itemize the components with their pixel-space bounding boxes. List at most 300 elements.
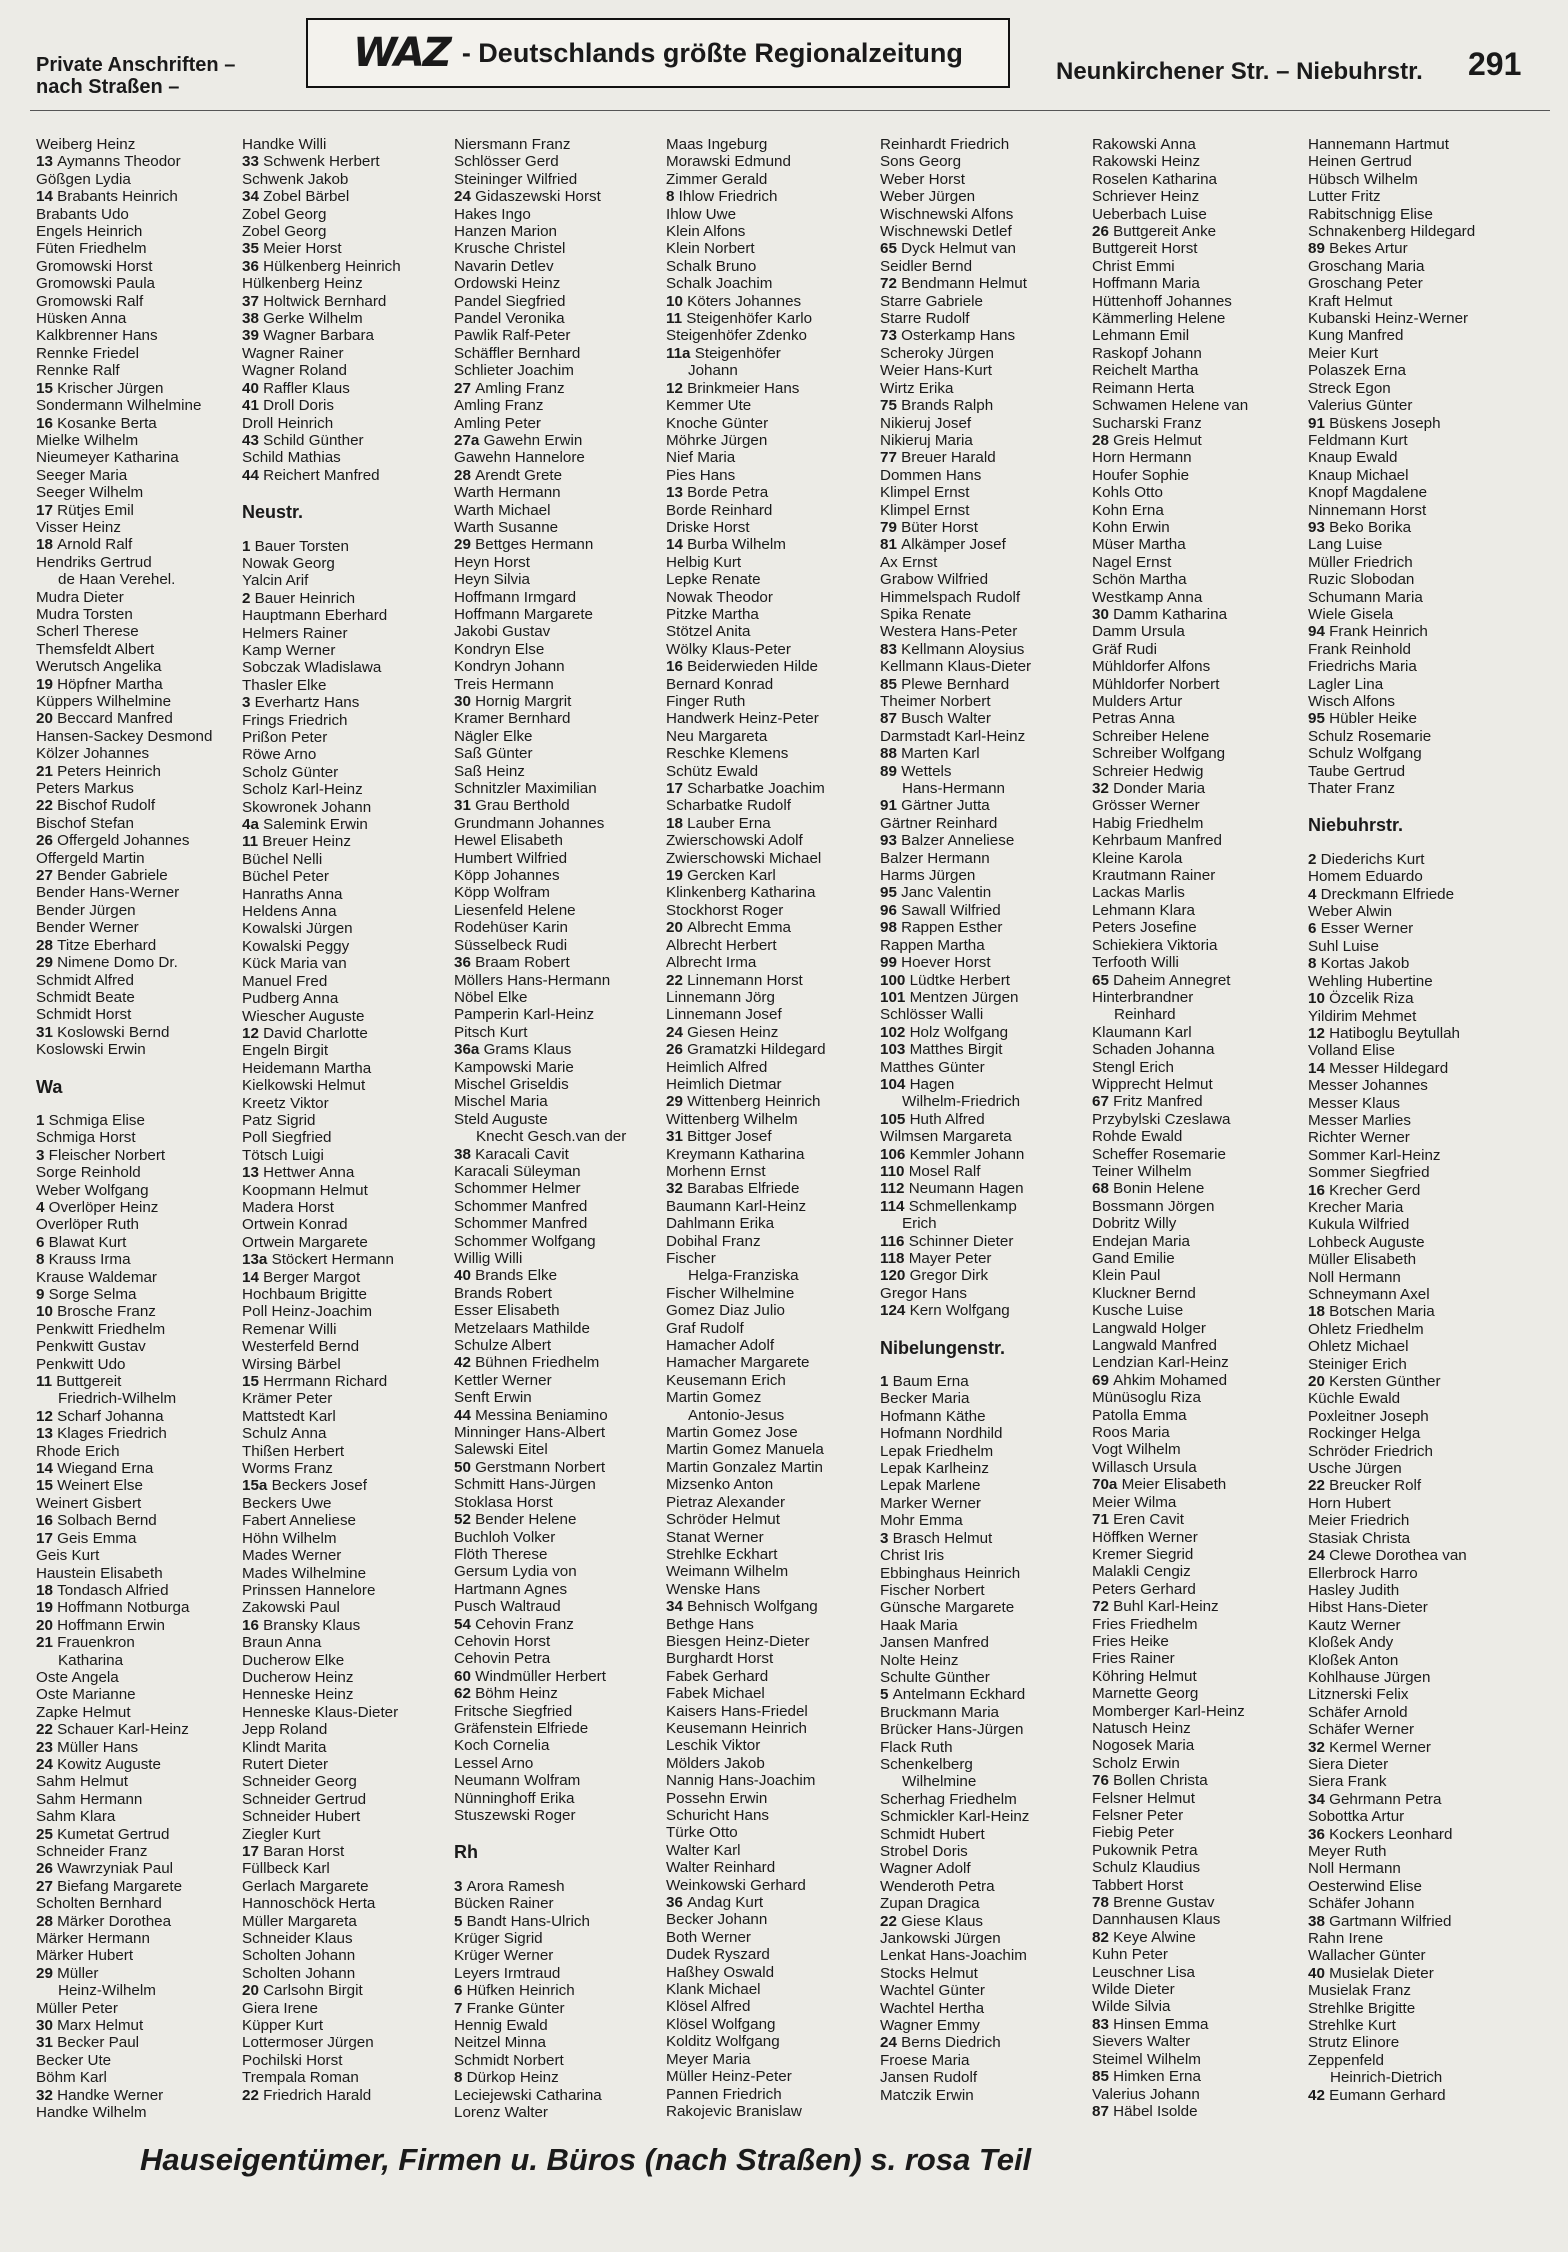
directory-entry: 17 Geis Emma — [36, 1529, 137, 1547]
directory-entry-continued: Friedrich-Wilhelm — [58, 1390, 177, 1408]
house-number: 98 — [880, 919, 902, 937]
house-number: 79 — [880, 518, 902, 536]
directory-entry: Keusemann Erich — [666, 1371, 786, 1389]
directory-entry: Gräfenstein Elfriede — [454, 1719, 589, 1737]
directory-entry: Felsner Helmut — [1092, 1789, 1195, 1807]
directory-entry: 95 Janc Valentin — [880, 884, 992, 902]
house-number: 24 — [454, 188, 476, 206]
house-number: 95 — [880, 884, 902, 902]
directory-entry: Nolte Heinz — [880, 1651, 959, 1669]
directory-entry: 1 Baum Erna — [880, 1373, 969, 1391]
directory-entry: Wilde Silvia — [1092, 1998, 1171, 2016]
directory-entry: Lepak Karlheinz — [880, 1460, 989, 1478]
directory-entry: Kamp Werner — [242, 641, 336, 659]
house-number: 7 — [454, 1999, 467, 2017]
directory-entry: Nogosek Maria — [1092, 1737, 1195, 1755]
directory-entry: 20 Carlsohn Birgit — [242, 1982, 363, 2000]
directory-entry: Humbert Wilfried — [454, 849, 568, 867]
directory-entry-continued: Antonio-Jesus — [688, 1406, 785, 1424]
directory-entry: Weiberg Heinz — [36, 136, 136, 153]
directory-entry: 60 Windmüller Herbert — [454, 1667, 606, 1685]
house-number: 20 — [242, 1982, 264, 2000]
directory-entry: Bischof Stefan — [36, 814, 134, 832]
directory-entry: Matczik Erwin — [880, 2086, 974, 2104]
house-number: 93 — [1308, 518, 1330, 536]
directory-entry: Pawlik Ralf-Peter — [454, 327, 571, 345]
directory-entry: 23 Müller Hans — [36, 1738, 139, 1756]
directory-entry: Reschke Klemens — [666, 745, 789, 763]
directory-entry: 8 Krauss Irma — [36, 1251, 131, 1269]
directory-entry: 98 Rappen Esther — [880, 919, 1003, 937]
directory-entry: Haustein Elisabeth — [36, 1564, 163, 1582]
directory-entry: 93 Beko Borika — [1308, 518, 1412, 536]
directory-entry: Hoffmann Maria — [1092, 275, 1200, 293]
house-number: 20 — [36, 1616, 58, 1634]
directory-entry: Gregor Hans — [880, 1284, 967, 1302]
house-number: 102 — [880, 1023, 910, 1041]
directory-entry: Weber Alwin — [1308, 903, 1393, 921]
house-number: 14 — [242, 1268, 264, 1286]
directory-entry: 21 Frauenkron — [36, 1634, 135, 1652]
directory-entry: 96 Sawall Wilfried — [880, 901, 1001, 919]
directory-entry: Wagner Emmy — [880, 2017, 980, 2035]
directory-entry: 72 Buhl Karl-Heinz — [1092, 1598, 1219, 1616]
house-number: 70a — [1092, 1476, 1122, 1494]
directory-entry: 24 Clewe Dorothea van — [1308, 1547, 1467, 1565]
directory-entry: Skowronek Johann — [242, 798, 372, 816]
directory-entry: Scherl Therese — [36, 623, 139, 641]
directory-entry: Wischnewski Detlef — [880, 223, 1012, 241]
directory-entry: Treis Hermann — [454, 675, 554, 693]
house-number: 36 — [242, 257, 264, 275]
directory-entry: Albrecht Herbert — [666, 936, 777, 954]
house-number: 16 — [36, 414, 58, 432]
street-heading: Niebuhrstr. — [1308, 815, 1404, 836]
house-number: 42 — [454, 1354, 476, 1372]
directory-entry: 103 Matthes Birgit — [880, 1041, 1003, 1059]
directory-entry: Fabek Gerhard — [666, 1667, 769, 1685]
directory-entry: 17 Scharbatke Joachim — [666, 780, 825, 798]
street-heading: Nibelungenstr. — [880, 1337, 1006, 1358]
directory-entry: 89 Bekes Artur — [1308, 240, 1408, 258]
directory-entry: Geis Kurt — [36, 1547, 100, 1565]
directory-entry: Homem Eduardo — [1308, 868, 1423, 886]
house-number: 29 — [36, 954, 58, 972]
house-number: 30 — [454, 693, 476, 710]
house-number: 82 — [1092, 1928, 1114, 1946]
directory-entry: Thater Franz — [1308, 780, 1395, 798]
directory-entry: 11 Breuer Heinz — [242, 833, 351, 851]
directory-entry: Schlieter Joachim — [454, 362, 574, 380]
directory-entry: Volland Elise — [1308, 1042, 1395, 1060]
directory-entry: Kremer Siegrid — [1092, 1545, 1194, 1563]
directory-entry: Steld Auguste — [454, 1110, 548, 1128]
directory-entry: 44 Messina Beniamino — [454, 1406, 608, 1424]
house-number: 18 — [666, 814, 688, 832]
directory-entry: 110 Mosel Ralf — [880, 1162, 981, 1180]
house-number: 22 — [666, 971, 688, 989]
directory-entry: Werutsch Angelika — [36, 658, 162, 676]
directory-entry: Habig Friedhelm — [1092, 814, 1204, 832]
directory-entry: 104 Hagen — [880, 1075, 955, 1093]
directory-entry: Possehn Erwin — [666, 1789, 768, 1807]
directory-entry: 40 Raffler Klaus — [242, 379, 350, 397]
house-number: 91 — [880, 797, 902, 815]
house-number: 22 — [1308, 1477, 1330, 1495]
directory-entry: Hülkenberg Heinz — [242, 275, 363, 293]
directory-entry: Groschang Maria — [1308, 257, 1425, 275]
house-number: 35 — [242, 240, 264, 258]
directory-entry: 37 Holtwick Bernhard — [242, 292, 387, 310]
banner-slogan: - Deutschlands größte Regionalzeitung — [461, 37, 963, 68]
house-number: 3 — [880, 1529, 893, 1547]
directory-entry: Niersmann Franz — [454, 136, 571, 153]
directory-entry: Biesgen Heinz-Dieter — [666, 1632, 810, 1650]
directory-entry: Finger Ruth — [666, 693, 746, 710]
directory-entry: 99 Hoever Horst — [880, 954, 991, 972]
directory-entry: 75 Brands Ralph — [880, 397, 994, 415]
house-number: 26 — [36, 1860, 58, 1878]
house-number: 67 — [1092, 1093, 1114, 1111]
directory-entry: Noll Hermann — [1308, 1268, 1401, 1286]
directory-entry: Rohde Ewald — [1092, 1128, 1183, 1146]
directory-entry: Pitsch Kurt — [454, 1023, 528, 1041]
directory-entry: Meyer Ruth — [1308, 1843, 1387, 1860]
house-number: 60 — [454, 1667, 476, 1685]
house-number: 29 — [454, 536, 476, 554]
directory-entry: 8 Ihlow Friedrich — [666, 188, 778, 206]
house-number: 31 — [666, 1128, 688, 1146]
directory-entry: 28 Greis Helmut — [1092, 431, 1202, 449]
directory-entry: 54 Cehovin Franz — [454, 1615, 574, 1633]
house-number: 38 — [454, 1145, 476, 1163]
directory-entry: Krusche Christel — [454, 240, 566, 258]
house-number: 14 — [36, 1460, 58, 1478]
directory-entry: 20 Albrecht Emma — [666, 919, 791, 937]
directory-entry: Siera Frank — [1308, 1773, 1387, 1791]
directory-entry: Roos Maria — [1092, 1424, 1170, 1442]
directory-entry: Musielak Franz — [1308, 1982, 1411, 2000]
directory-entry: 95 Hübler Heike — [1308, 710, 1417, 728]
directory-entry: Meier Wilma — [1092, 1493, 1177, 1511]
directory-entry: Sucharski Franz — [1092, 414, 1202, 432]
directory-entry: Ueberbach Luise — [1092, 205, 1207, 223]
house-number: 8 — [36, 1251, 49, 1269]
directory-entry: 44 Reichert Manfred — [242, 466, 380, 484]
directory-entry: Gromowski Ralf — [36, 292, 144, 310]
directory-entry: 29 Wittenberg Heinrich — [666, 1093, 821, 1111]
directory-entry: Flack Ruth — [880, 1738, 953, 1756]
directory-entry: 14 Messer Hildegard — [1308, 1059, 1449, 1077]
directory-entry: 28 Titze Eberhard — [36, 936, 157, 954]
directory-entry: Klimpel Ernst — [880, 484, 970, 502]
directory-entry: 81 Alkämper Josef — [880, 536, 1006, 554]
directory-entry: Hofmann Käthe — [880, 1407, 986, 1425]
directory-entry: 30 Hornig Margrit — [454, 693, 572, 710]
house-number: 94 — [1308, 623, 1330, 641]
house-number: 99 — [880, 954, 902, 972]
house-number: 31 — [36, 1023, 58, 1041]
directory-entry: Heidemann Martha — [242, 1059, 372, 1077]
directory-entry: Rahn Irene — [1308, 1930, 1384, 1948]
directory-entry: Kung Manfred — [1308, 327, 1404, 345]
house-number: 95 — [1308, 710, 1330, 728]
house-number: 100 — [880, 971, 910, 989]
directory-entry: Hansen-Sackey Desmond — [36, 727, 213, 745]
directory-entry: 19 Gercken Karl — [666, 867, 776, 885]
directory-entry: Schmidt Norbert — [454, 2051, 564, 2069]
directory-entry: Willig Willi — [454, 1250, 523, 1267]
directory-entry: Scholten Johann — [242, 1947, 356, 1965]
directory-entry: Schommer Helmer — [454, 1180, 581, 1198]
directory-entry: Saß Heinz — [454, 762, 525, 780]
directory-entry: Manuel Fred — [242, 972, 328, 990]
directory-entry: 17 Rütjes Emil — [36, 501, 134, 519]
directory-entry: Schütz Ewald — [666, 762, 759, 780]
directory-entry: 102 Holz Wolfgang — [880, 1023, 1009, 1041]
directory-entry: Zimmer Gerald — [666, 170, 768, 188]
house-number: 30 — [1092, 605, 1114, 623]
directory-entry: Brabants Udo — [36, 205, 129, 223]
directory-entry: 116 Schinner Dieter — [880, 1232, 1014, 1250]
directory-entry: Rabitschnigg Elise — [1308, 205, 1433, 223]
directory-entry: 79 Büter Horst — [880, 518, 978, 536]
directory-entry-continued: Johann — [688, 362, 738, 380]
house-number: 29 — [666, 1093, 688, 1111]
directory-entry: Beckers Uwe — [242, 1494, 332, 1512]
directory-entry: Meier Kurt — [1308, 344, 1379, 362]
directory-entry: Zakowski Paul — [242, 1599, 340, 1617]
directory-entry: Steiniger Erich — [1308, 1355, 1407, 1373]
directory-entry: Steininger Wilfried — [454, 170, 578, 188]
house-number: 12 — [242, 1024, 264, 1042]
directory-entry: Wischnewski Alfons — [880, 205, 1014, 223]
directory-entry: Schneider Klaus — [242, 1930, 353, 1948]
directory-entry: 36 Braam Robert — [454, 954, 570, 972]
directory-entry: Sobczak Wladislawa — [242, 659, 382, 677]
directory-entry: Helmers Rainer — [242, 624, 348, 642]
directory-entry: 4 Dreckmann Elfriede — [1308, 885, 1455, 903]
directory-entry: Senft Erwin — [454, 1389, 532, 1407]
directory-entry: Krecher Maria — [1308, 1198, 1404, 1216]
directory-entry: Pamperin Karl-Heinz — [454, 1006, 595, 1024]
directory-entry: 16 Bransky Klaus — [242, 1616, 361, 1634]
directory-entry: Harms Jürgen — [880, 867, 976, 885]
directory-entry: Wölky Klaus-Peter — [666, 640, 791, 658]
directory-entry: Münüsoglu Riza — [1092, 1389, 1201, 1407]
directory-entry: Schäfer Werner — [1308, 1721, 1415, 1739]
directory-entry: 7 Franke Günter — [454, 1999, 565, 2017]
directory-entry: Lorenz Walter — [454, 2104, 548, 2122]
directory-entry: Haßhey Oswald — [666, 1963, 775, 1981]
house-number: 16 — [666, 658, 688, 676]
directory-entry: Neitzel Minna — [454, 2034, 547, 2052]
directory-entry: Kleine Karola — [1092, 849, 1183, 867]
directory-entry: Schön Martha — [1092, 571, 1187, 589]
directory-entry: Froese Maria — [880, 2051, 970, 2069]
house-number: 2 — [1308, 850, 1321, 868]
house-number: 11 — [242, 833, 263, 851]
house-number: 36 — [666, 1894, 688, 1912]
directory-entry: Krämer Peter — [242, 1390, 333, 1408]
directory-entry: Scholz Erwin — [1092, 1754, 1180, 1772]
directory-entry: Ortwein Margarete — [242, 1233, 368, 1251]
directory-entry: Knaup Michael — [1308, 466, 1409, 484]
directory-entry: Kohn Erwin — [1092, 518, 1170, 536]
directory-entry: Westkamp Anna — [1092, 588, 1203, 606]
directory-entry: 26 Wawrzyniak Paul — [36, 1860, 174, 1878]
directory-entry: Leyers Irmtraud — [454, 1964, 561, 1982]
directory-entry: Leciejewski Catharina — [454, 2086, 602, 2104]
house-number: 14 — [1308, 1059, 1330, 1077]
directory-entry: Klösel Alfred — [666, 1998, 751, 2016]
directory-entry: Rakowski Heinz — [1092, 153, 1201, 171]
directory-entry: Schulze Albert — [454, 1337, 552, 1355]
directory-entry: Schulte Günther — [880, 1668, 990, 1686]
house-number: 78 — [1092, 1894, 1114, 1912]
directory-entry: Polaszek Erna — [1308, 362, 1406, 380]
house-number: 83 — [1092, 2015, 1114, 2033]
house-number: 13 — [666, 484, 688, 502]
directory-entry: Wittenberg Wilhelm — [666, 1110, 798, 1128]
house-number: 118 — [880, 1250, 909, 1267]
directory-entry: 13 Aymanns Theodor — [36, 153, 181, 171]
directory-entry: Schulz Anna — [242, 1425, 327, 1443]
directory-entry: Lepke Renate — [666, 571, 761, 589]
house-number: 72 — [880, 275, 902, 293]
directory-entry: 52 Bender Helene — [454, 1511, 577, 1529]
directory-entry: Knopf Magdalene — [1308, 484, 1428, 502]
directory-entry: Bethge Hans — [666, 1615, 754, 1633]
directory-entry: Kautz Werner — [1308, 1616, 1401, 1634]
directory-entry: 38 Gartmann Wilfried — [1308, 1912, 1452, 1930]
directory-entry: Wallacher Günter — [1308, 1947, 1426, 1965]
newspaper-banner — [306, 18, 1010, 88]
directory-entry: Günsche Margarete — [880, 1599, 1015, 1617]
directory-entry: 101 Mentzen Jürgen — [880, 988, 1019, 1006]
directory-entry: Taube Gertrud — [1308, 762, 1406, 780]
house-number: 106 — [880, 1145, 910, 1163]
directory-entry: Hochbaum Brigitte — [242, 1286, 367, 1303]
directory-entry: Neumann Wolfram — [454, 1772, 581, 1790]
directory-entry: Navarin Detlev — [454, 257, 554, 275]
directory-entry: Prinssen Hannelore — [242, 1581, 376, 1599]
directory-entry: Heldens Anna — [242, 903, 337, 921]
directory-entry: 105 Huth Alfred — [880, 1110, 985, 1128]
directory-entry: 2 Bauer Heinrich — [242, 589, 356, 607]
house-number: 52 — [454, 1511, 476, 1529]
directory-entry: Hewel Elisabeth — [454, 832, 563, 850]
house-number: 18 — [36, 1581, 58, 1599]
directory-entry: Koopmann Helmut — [242, 1181, 368, 1199]
directory-entry: Ihlow Uwe — [666, 205, 737, 223]
directory-entry: 65 Daheim Annegret — [1092, 971, 1231, 989]
directory-entry: Kreymann Katharina — [666, 1145, 805, 1163]
directory-entry: 38 Gerke Wilhelm — [242, 310, 363, 328]
directory-entry: Nannig Hans-Joachim — [666, 1772, 816, 1790]
directory-entry: Knaup Ewald — [1308, 449, 1398, 467]
directory-entry: Hamacher Adolf — [666, 1337, 775, 1355]
directory-entry: Knoche Günter — [666, 414, 769, 432]
directory-entry: Klaumann Karl — [1092, 1023, 1192, 1041]
directory-entry: Höhn Wilhelm — [242, 1529, 337, 1547]
directory-entry: Terfooth Willi — [1092, 954, 1179, 972]
directory-entry: Engels Heinrich — [36, 223, 143, 241]
directory-entry: Schneider Franz — [36, 1843, 148, 1860]
directory-entry: Flöth Therese — [454, 1545, 548, 1563]
directory-entry: Yildirim Mehmet — [1308, 1007, 1417, 1025]
house-number: 40 — [454, 1267, 476, 1285]
directory-entry: 24 Kowitz Auguste — [36, 1755, 161, 1773]
house-number: 12 — [666, 379, 688, 397]
directory-entry: Frings Friedrich — [242, 711, 348, 729]
page-number: 291 — [1468, 46, 1522, 82]
house-number: 39 — [242, 327, 264, 345]
directory-entry: 15 Krischer Jürgen — [36, 379, 164, 397]
directory-entry: 9 Sorge Selma — [36, 1286, 137, 1303]
directory-entry: 17 Baran Horst — [242, 1843, 345, 1860]
directory-entry: Zeppenfeld — [1308, 2051, 1384, 2069]
directory-entry: Schneymann Axel — [1308, 1286, 1430, 1303]
directory-entry: Handwerk Heinz-Peter — [666, 710, 819, 728]
directory-entry: 19 Hoffmann Notburga — [36, 1599, 190, 1617]
directory-entry: Schommer Manfred — [454, 1215, 588, 1233]
directory-entry: 21 Peters Heinrich — [36, 762, 161, 780]
directory-entry: Ducherow Elke — [242, 1651, 345, 1669]
directory-entry: Minninger Hans-Albert — [454, 1424, 606, 1442]
directory-entry-continued: Helga-Franziska — [688, 1267, 799, 1285]
house-number: 69 — [1092, 1371, 1114, 1389]
directory-entry: Schenkelberg — [880, 1755, 973, 1773]
directory-entry: Heyn Silvia — [454, 571, 530, 589]
house-number: 38 — [242, 310, 264, 328]
directory-entry: Warth Michael — [454, 501, 551, 519]
directory-entry: Fries Rainer — [1092, 1650, 1175, 1668]
directory-entry-continued: Wilhelm-Friedrich — [902, 1093, 1021, 1111]
directory-entry: Neu Margareta — [666, 727, 768, 745]
house-number: 20 — [36, 710, 58, 728]
directory-entry: Kramer Bernhard — [454, 710, 571, 728]
directory-entry: 12 David Charlotte — [242, 1024, 368, 1042]
directory-entry: Kluckner Bernd — [1092, 1284, 1196, 1302]
directory-entry: Stockhorst Roger — [666, 901, 784, 919]
directory-entry: Kämmerling Helene — [1092, 310, 1226, 328]
directory-entry: Rockinger Helga — [1308, 1425, 1421, 1443]
house-number: 101 — [880, 988, 910, 1006]
house-number: 81 — [880, 536, 902, 554]
directory-entry: Sons Georg — [880, 153, 962, 171]
directory-entry: Dahlmann Erika — [666, 1215, 775, 1233]
directory-entry: 1 Bauer Torsten — [242, 537, 349, 555]
directory-entry: Mohr Emma — [880, 1512, 963, 1530]
house-number: 103 — [880, 1041, 910, 1059]
directory-entry: Esser Elisabeth — [454, 1302, 560, 1320]
directory-entry: Weinkowski Gerhard — [666, 1876, 806, 1894]
directory-entry: 36 Kockers Leonhard — [1308, 1825, 1453, 1843]
directory-entry: 25 Kumetat Gertrud — [36, 1825, 170, 1843]
directory-entry: Christ Iris — [880, 1547, 945, 1565]
directory-entry: Müller Elisabeth — [1308, 1251, 1417, 1269]
directory-entry: Mattstedt Karl — [242, 1407, 336, 1425]
directory-entry: Messer Klaus — [1308, 1094, 1401, 1112]
directory-entry: Märker Hubert — [36, 1947, 134, 1965]
directory-entry: Mischel Griseldis — [454, 1075, 569, 1093]
directory-entry: Becker Ute — [36, 2051, 112, 2069]
directory-entry: 6 Blawat Kurt — [36, 1233, 127, 1251]
directory-entry: Schommer Wolfgang — [454, 1232, 596, 1250]
house-number: 15 — [36, 1477, 58, 1495]
directory-entry: Cehovin Horst — [454, 1632, 551, 1650]
